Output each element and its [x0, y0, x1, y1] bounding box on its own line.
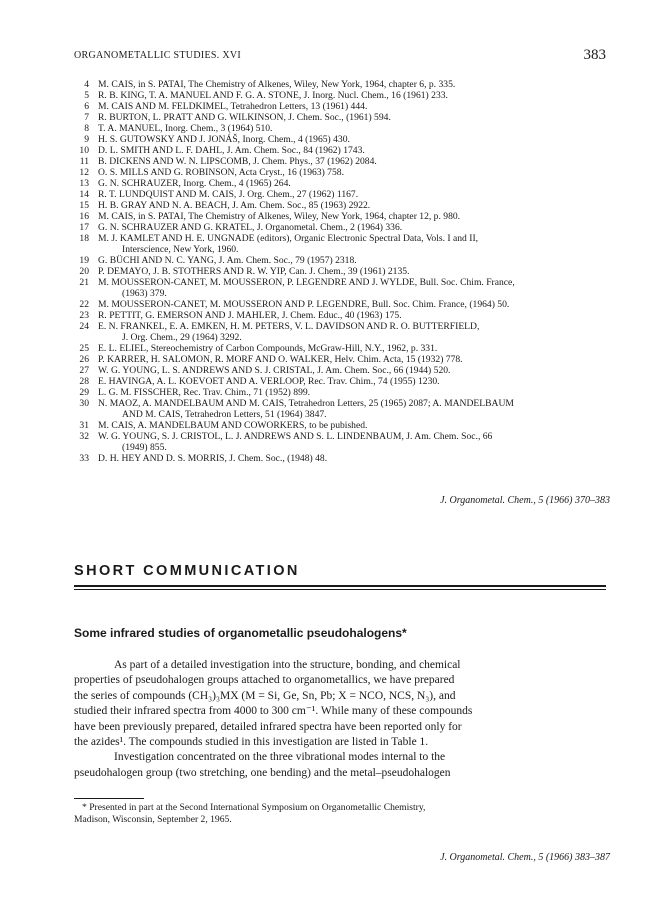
section-rule-thick	[74, 585, 606, 587]
reference-item	[74, 376, 614, 387]
reference-number: 13	[79, 178, 89, 189]
reference-number: 7	[84, 112, 89, 123]
reference-number: 10	[79, 145, 89, 156]
reference-item	[74, 145, 614, 156]
reference-item	[74, 420, 614, 431]
journal-citation: J. Organometal. Chem., 5 (1966) 370–383	[440, 495, 610, 506]
reference-text: R. PETTIT, G. EMERSON AND J. MAHLER, J. Chem. Educ., 40 (1963) 175.	[98, 310, 402, 321]
reference-continuation: AND M. CAIS, Tetrahedron Letters, 51 (1964) 3847.	[122, 409, 327, 420]
reference-number: 29	[79, 387, 89, 398]
footnote-line: * Presented in part at the Second International Symposium on Organometallic Chemistry,	[82, 802, 426, 813]
reference-number: 6	[84, 101, 89, 112]
reference-number: 30	[79, 398, 89, 409]
reference-number: 8	[84, 123, 89, 134]
reference-number: 5	[84, 90, 89, 101]
footnote-line: Madison, Wisconsin, September 2, 1965.	[74, 814, 232, 825]
reference-item	[74, 112, 614, 123]
reference-text: W. G. YOUNG, L. S. ANDREWS AND S. J. CRISTAL, J. Am. Chem. Soc., 66 (1944) 520.	[98, 365, 451, 376]
reference-number: 17	[79, 222, 89, 233]
reference-item	[74, 233, 614, 255]
reference-text: B. DICKENS AND W. N. LIPSCOMB, J. Chem. Phys., 37 (1962) 2084.	[98, 156, 377, 167]
reference-text: R. B. KING, T. A. MANUEL AND F. G. A. STONE, J. Inorg. Nucl. Chem., 16 (1961) 233.	[98, 90, 448, 101]
reference-item	[74, 156, 614, 167]
body-line: As part of a detailed investigation into the structure, bonding, and chemical	[114, 659, 461, 671]
reference-text: E. L. ELIEL, Stereochemistry of Carbon Compounds, McGraw-Hill, N.Y., 1962, p. 331.	[98, 343, 438, 354]
reference-number: 19	[79, 255, 89, 266]
reference-item	[74, 167, 614, 178]
reference-text: M. CAIS, in S. PATAI, The Chemistry of Alkenes, Wiley, New York, 1964, chapter 6, p. 335.	[98, 79, 456, 90]
reference-text: T. A. MANUEL, Inorg. Chem., 3 (1964) 510.	[98, 123, 273, 134]
reference-number: 24	[79, 321, 89, 332]
section-rule-thin	[74, 589, 606, 590]
reference-text: W. G. YOUNG, S. J. CRISTOL, L. J. ANDREWS AND S. L. LINDENBAUM, J. Am. Chem. Soc., 66	[98, 431, 493, 442]
reference-item	[74, 354, 614, 365]
reference-continuation: Interscience, New York, 1960.	[122, 244, 239, 255]
reference-item	[74, 255, 614, 266]
reference-item	[74, 398, 614, 420]
reference-number: 16	[79, 211, 89, 222]
reference-text: H. B. GRAY AND N. A. BEACH, J. Am. Chem. Soc., 85 (1963) 2922.	[98, 200, 371, 211]
section-heading: SHORT COMMUNICATION	[74, 563, 300, 579]
reference-number: 32	[79, 431, 89, 442]
reference-text: R. T. LUNDQUIST AND M. CAIS, J. Org. Chem., 27 (1962) 1167.	[98, 189, 359, 200]
reference-text: G. N. SCHRAUZER, Inorg. Chem., 4 (1965) 264.	[98, 178, 291, 189]
running-header	[74, 47, 606, 68]
reference-text: P. KARRER, H. SALOMON, R. MORF AND O. WALKER, Helv. Chim. Acta, 15 (1932) 778.	[98, 354, 463, 365]
reference-number: 25	[79, 343, 89, 354]
reference-text: M. MOUSSERON-CANET, M. MOUSSERON, P. LEGENDRE AND J. WYLDE, Bull. Soc. Chim. France,	[98, 277, 515, 288]
reference-item	[74, 299, 614, 310]
reference-list	[74, 79, 614, 464]
reference-continuation: J. Org. Chem., 29 (1964) 3292.	[122, 332, 242, 343]
reference-number: 26	[79, 354, 89, 365]
reference-text: O. S. MILLS AND G. ROBINSON, Acta Cryst., 16 (1963) 758.	[98, 167, 344, 178]
journal-citation-bottom: J. Organometal. Chem., 5 (1966) 383–387	[440, 852, 610, 863]
body-line: properties of pseudohalogen groups attached to organometallics, we have prepared	[74, 674, 455, 687]
reference-item	[74, 222, 614, 233]
reference-number: 12	[79, 167, 89, 178]
reference-number: 15	[79, 200, 89, 211]
article-body	[74, 658, 606, 781]
reference-text: P. DEMAYO, J. B. STOTHERS AND R. W. YIP, Can. J. Chem., 39 (1961) 2135.	[98, 266, 410, 277]
reference-text: M. CAIS, in S. PATAI, The Chemistry of Alkenes, Wiley, New York, 1964, chapter 12, p. 980.	[98, 211, 461, 222]
body-line: have been previously prepared, detailed infrared spectra have been reported only for	[74, 720, 462, 733]
footnote-rule	[74, 798, 144, 799]
body-line: pseudohalogen group (two stretching, one bending) and the metal–pseudohalogen	[74, 766, 451, 779]
reference-continuation: (1949) 855.	[122, 442, 167, 453]
reference-number: 23	[79, 310, 89, 321]
reference-item	[74, 189, 614, 200]
reference-text: G. BÜCHI AND N. C. YANG, J. Am. Chem. Soc., 79 (1957) 2318.	[98, 255, 357, 266]
reference-item	[74, 178, 614, 189]
reference-item	[74, 431, 614, 453]
reference-item	[74, 101, 614, 112]
reference-item	[74, 266, 614, 277]
reference-text: M. CAIS AND M. FELDKIMEL, Tetrahedron Letters, 13 (1961) 444.	[98, 101, 368, 112]
reference-item	[74, 134, 614, 145]
reference-number: 33	[79, 453, 89, 464]
reference-continuation: (1963) 379.	[122, 288, 167, 299]
body-line: studied their infrared spectra from 4000 to 300 cm⁻¹. While many of these compounds	[74, 705, 473, 718]
reference-number: 11	[79, 156, 89, 167]
reference-item	[74, 453, 614, 464]
reference-item	[74, 277, 614, 299]
body-line: Investigation concentrated on the three vibrational modes internal to the	[114, 751, 446, 764]
reference-number: 31	[79, 420, 89, 431]
reference-number: 9	[84, 134, 89, 145]
reference-item	[74, 321, 614, 343]
reference-text: M. J. KAMLET AND H. E. UNGNADE (editors), Organic Electronic Spectral Data, Vols. I and II,	[98, 233, 479, 244]
reference-text: M. MOUSSERON-CANET, M. MOUSSERON AND P. LEGENDRE, Bull. Soc. Chim. France, (1964) 50.	[98, 299, 510, 310]
reference-item	[74, 123, 614, 134]
reference-number: 20	[79, 266, 89, 277]
page-number: 383	[583, 47, 606, 63]
reference-text: G. N. SCHRAUZER AND G. KRATEL, J. Organometal. Chem., 2 (1964) 336.	[98, 222, 403, 233]
reference-number: 27	[79, 365, 89, 376]
article-title: Some infrared studies of organometallic pseudohalogens*	[74, 626, 407, 640]
reference-text: E. HAVINGA, A. L. KOEVOET AND A. VERLOOP, Rec. Trav. Chim., 74 (1955) 1230.	[98, 376, 440, 387]
reference-number: 28	[79, 376, 89, 387]
reference-number: 22	[79, 299, 89, 310]
running-head: ORGANOMETALLIC STUDIES. XVI	[74, 50, 242, 61]
reference-item	[74, 200, 614, 211]
reference-text: L. G. M. FISSCHER, Rec. Trav. Chim., 71 (1952) 899.	[98, 387, 311, 398]
reference-text: D. L. SMITH AND L. F. DAHL, J. Am. Chem. Soc., 84 (1962) 1743.	[98, 145, 365, 156]
reference-item	[74, 211, 614, 222]
body-line: the azides¹. The compounds studied in this investigation are listed in Table 1.	[74, 736, 429, 749]
reference-text: E. N. FRANKEL, E. A. EMKEN, H. M. PETERS, V. L. DAVIDSON AND R. O. BUTTERFIELD,	[98, 321, 480, 332]
reference-text: R. BURTON, L. PRATT AND G. WILKINSON, J. Chem. Soc., (1961) 594.	[98, 112, 391, 123]
reference-number: 14	[79, 189, 89, 200]
reference-item	[74, 90, 614, 101]
footnote	[74, 802, 614, 826]
reference-text: H. S. GUTOWSKY AND J. JONÁŠ, Inorg. Chem., 4 (1965) 430.	[98, 134, 350, 145]
reference-text: D. H. HEY AND D. S. MORRIS, J. Chem. Soc., (1948) 48.	[98, 453, 328, 464]
reference-text: N. MAOZ, A. MANDELBAUM AND M. CAIS, Tetrahedron Letters, 25 (1965) 2087; A. MANDELBAUM	[98, 398, 514, 409]
reference-item	[74, 365, 614, 376]
reference-item	[74, 310, 614, 321]
reference-number: 21	[79, 277, 89, 288]
reference-item	[74, 343, 614, 354]
reference-number: 18	[79, 233, 89, 244]
reference-item	[74, 79, 614, 90]
reference-number: 4	[84, 79, 89, 90]
reference-item	[74, 387, 614, 398]
reference-text: M. CAIS, A. MANDELBAUM AND COWORKERS, to be pubished.	[98, 420, 368, 431]
body-line: the series of compounds (CH₃)₃MX (M = Si, Ge, Sn, Pb; X = NCO, NCS, N₃), and	[74, 689, 456, 702]
